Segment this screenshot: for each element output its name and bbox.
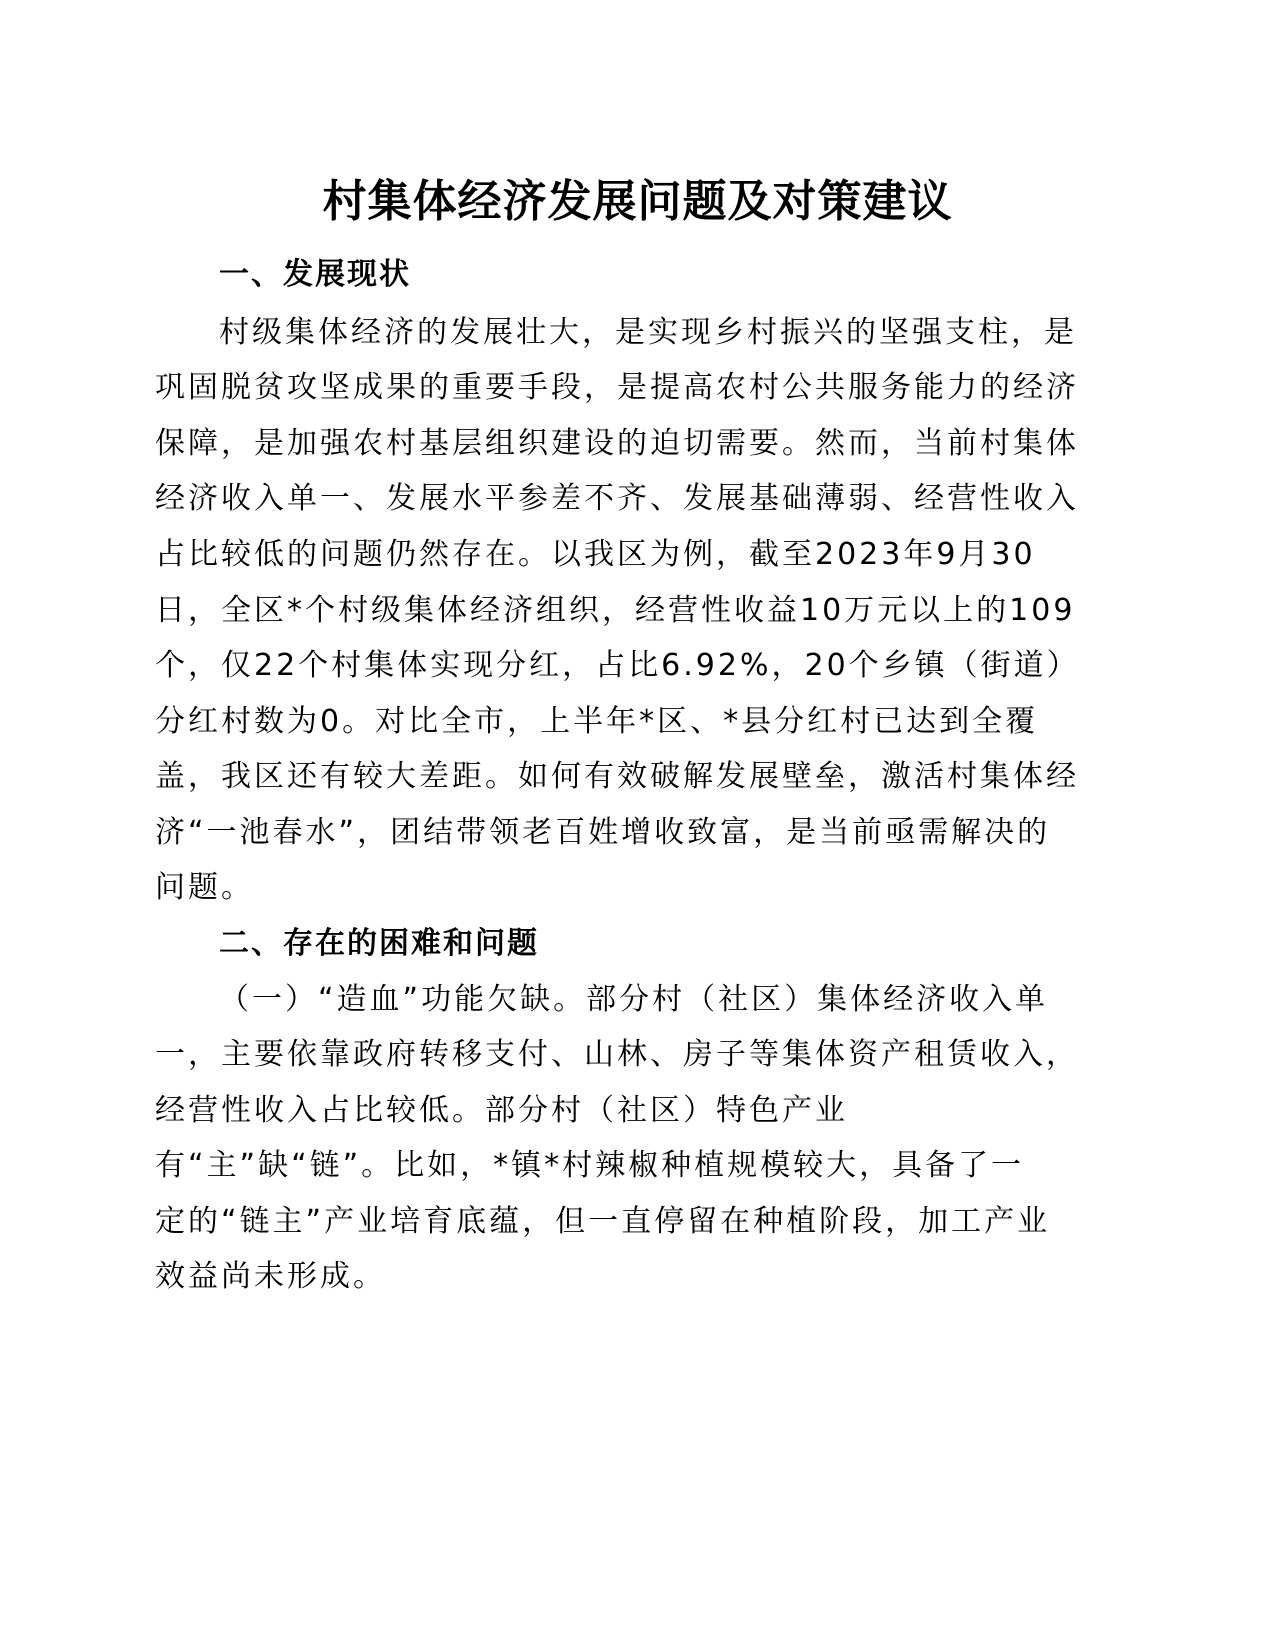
paragraph-line: （一）“造血”功能欠缺。部分村（社区）集体经济收入单 [219, 982, 1049, 1017]
paragraph-line: 有“主”缺“链”。比如，*镇*村辣椒种植规模较大，具备了一 [155, 1148, 1025, 1183]
paragraph-line: 分红村数为0。对比全市，上半年*区、*县分红村已达到全覆 [155, 704, 1039, 739]
paragraph-line: 经济收入单一、发展水平参差不齐、发展基础薄弱、经营性收入 [155, 481, 1079, 516]
paragraph-line: 占比较低的问题仍然存在。以我区为例，截至2023年9月30 [155, 537, 1036, 572]
document-title: 村集体经济发展问题及对策建议 [322, 176, 953, 227]
paragraph-line: 济“一池春水”，团结带领老百姓增收致富，是当前亟需解决的 [155, 815, 1051, 850]
section-heading-1: 一、发展现状 [219, 257, 411, 292]
paragraph-line: 效益尚未形成。 [155, 1259, 386, 1294]
paragraph-line: 问题。 [155, 870, 254, 905]
paragraph-line: 个，仅22个村集体实现分红，占比6.92%，20个乡镇（街道） [155, 648, 1080, 683]
paragraph-line: 一，主要依靠政府转移支付、山林、房子等集体资产租赁收入， [155, 1037, 1079, 1072]
paragraph-line: 盖，我区还有较大差距。如何有效破解发展壁垒，激活村集体经 [155, 759, 1079, 794]
paragraph-line: 村级集体经济的发展壮大，是实现乡村振兴的坚强支柱，是 [219, 315, 1077, 350]
paragraph-line: 巩固脱贫攻坚成果的重要手段，是提高农村公共服务能力的经济 [155, 370, 1079, 405]
paragraph-line: 保障，是加强农村基层组织建设的迫切需要。然而，当前村集体 [155, 426, 1079, 461]
section-heading-2: 二、存在的困难和问题 [219, 926, 539, 961]
paragraph-line: 经营性收入占比较低。部分村（社区）特色产业 [155, 1093, 848, 1128]
paragraph-line: 日，全区*个村级集体经济组织，经营性收益10万元以上的109 [155, 593, 1076, 628]
paragraph-line: 定的“链主”产业培育底蕴，但一直停留在种植阶段，加工产业 [155, 1204, 1051, 1239]
